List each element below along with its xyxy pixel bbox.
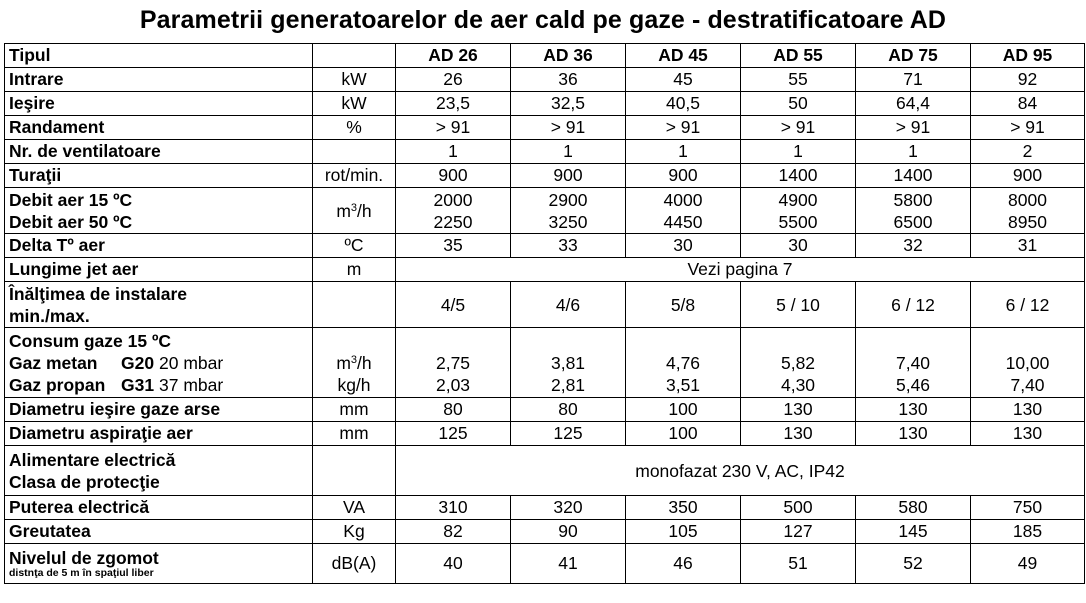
alimentare-label: Alimentare electrică [9, 449, 176, 470]
row-inaltime [5, 282, 1085, 328]
param-unit: dB(A) [313, 544, 396, 584]
value-cell: 145 [856, 520, 971, 544]
model-header: AD 55 [741, 44, 856, 68]
value-cell: 900 [396, 164, 511, 188]
row-randament [5, 116, 1085, 140]
consum-label: Consum gaze 15 ºC [9, 330, 171, 351]
value-cell: > 91 [971, 116, 1085, 140]
value-cell: 310 [396, 496, 511, 520]
param-unit: kW [313, 68, 396, 92]
param-unit [313, 282, 396, 328]
value-cell: 130 [741, 398, 856, 422]
value-cell: > 91 [626, 116, 741, 140]
param-unit: mm [313, 422, 396, 446]
param-label [5, 446, 313, 496]
value-cell: 125 [396, 422, 511, 446]
value-cell: 130 [856, 422, 971, 446]
row-diametru-aspiratie [5, 422, 1085, 446]
param-unit [313, 446, 396, 496]
value-cell: 49 [971, 544, 1085, 584]
model-header: AD 26 [396, 44, 511, 68]
value-cell: 130 [856, 398, 971, 422]
value-cell: 46 [626, 544, 741, 584]
value-cell: 35 [396, 234, 511, 258]
value-cell: 1 [856, 140, 971, 164]
value-cell: 2,75 2,03 [396, 328, 511, 398]
value-cell: 4900 5500 [741, 188, 856, 234]
value-cell: 52 [856, 544, 971, 584]
value-cell: 1 [511, 140, 626, 164]
value-cell: 32 [856, 234, 971, 258]
param-label: Puterea electrică [5, 496, 313, 520]
value-cell: 84 [971, 92, 1085, 116]
merged-value-cell: Vezi pagina 7 [396, 258, 1085, 282]
value-cell: 125 [511, 422, 626, 446]
metan-label: Gaz metan G20 20 mbar [9, 352, 224, 373]
value-cell: 2 [971, 140, 1085, 164]
value-cell: 31 [971, 234, 1085, 258]
param-unit: % [313, 116, 396, 140]
value-cell: 55 [741, 68, 856, 92]
param-label [5, 188, 313, 234]
value-cell: 64,4 [856, 92, 971, 116]
row-greutate [5, 520, 1085, 544]
row-ventilatoare [5, 140, 1085, 164]
value-cell: 10,00 7,40 [971, 328, 1085, 398]
param-label [5, 544, 313, 584]
zgomot-label: Nivelul de zgomot [9, 547, 159, 568]
value-cell: 40,5 [626, 92, 741, 116]
zgomot-note: distnţa de 5 m în spaţiul liber [9, 566, 154, 579]
parameters-table [4, 43, 1085, 584]
value-cell: 130 [741, 422, 856, 446]
value-cell: 80 [396, 398, 511, 422]
value-cell: 26 [396, 68, 511, 92]
unit-base: m [336, 200, 351, 221]
row-intrare [5, 68, 1085, 92]
param-unit [313, 188, 396, 234]
value-cell: 127 [741, 520, 856, 544]
value-cell: 30 [626, 234, 741, 258]
inaltime-label-line2: min./max. [9, 305, 90, 326]
value-cell: 30 [741, 234, 856, 258]
value-cell: 4/6 [511, 282, 626, 328]
value-cell: 8000 8950 [971, 188, 1085, 234]
value-cell: 6 / 12 [971, 282, 1085, 328]
value-cell: 36 [511, 68, 626, 92]
value-cell: 4,76 3,51 [626, 328, 741, 398]
value-cell: 105 [626, 520, 741, 544]
param-label: Diametru ieşire gaze arse [5, 398, 313, 422]
value-cell: 2900 3250 [511, 188, 626, 234]
param-unit: mm [313, 398, 396, 422]
propan-label: Gaz propan G31 37 mbar [9, 374, 224, 395]
value-cell: 90 [511, 520, 626, 544]
row-iesire [5, 92, 1085, 116]
value-cell: 5 / 10 [741, 282, 856, 328]
row-putere [5, 496, 1085, 520]
value-cell: 580 [856, 496, 971, 520]
merged-value-cell: monofazat 230 V, AC, IP42 [396, 446, 1085, 496]
param-unit [313, 140, 396, 164]
value-cell: 23,5 [396, 92, 511, 116]
param-unit: rot/min. [313, 164, 396, 188]
model-header: AD 45 [626, 44, 741, 68]
value-cell: 350 [626, 496, 741, 520]
model-header: AD 95 [971, 44, 1085, 68]
param-unit: ºC [313, 234, 396, 258]
value-cell: 3,81 2,81 [511, 328, 626, 398]
row-turatii [5, 164, 1085, 188]
value-cell: 92 [971, 68, 1085, 92]
value-cell: 320 [511, 496, 626, 520]
row-consum [5, 328, 1085, 398]
value-cell: 1400 [741, 164, 856, 188]
value-cell: 50 [741, 92, 856, 116]
value-cell: 5,82 4,30 [741, 328, 856, 398]
param-unit: kW [313, 92, 396, 116]
value-cell: 41 [511, 544, 626, 584]
value-cell: > 91 [396, 116, 511, 140]
value-cell: 750 [971, 496, 1085, 520]
value-cell: 6 / 12 [856, 282, 971, 328]
value-cell: 1 [741, 140, 856, 164]
param-label: Intrare [5, 68, 313, 92]
param-label [5, 282, 313, 328]
row-jet [5, 258, 1085, 282]
value-cell: 45 [626, 68, 741, 92]
value-cell: 1 [626, 140, 741, 164]
value-cell: 2000 2250 [396, 188, 511, 234]
value-cell: 7,40 5,46 [856, 328, 971, 398]
value-cell: > 91 [856, 116, 971, 140]
row-delta [5, 234, 1085, 258]
param-label: Greutatea [5, 520, 313, 544]
value-cell: 71 [856, 68, 971, 92]
value-cell: 82 [396, 520, 511, 544]
value-cell: 32,5 [511, 92, 626, 116]
inaltime-label-line1: Înălţimea de instalare [9, 283, 187, 304]
model-header: AD 36 [511, 44, 626, 68]
clasa-protectie-label: Clasa de protecţie [9, 471, 160, 492]
debit-50-label: Debit aer 50 ºC [9, 211, 133, 232]
param-label: Lungime jet aer [5, 258, 313, 282]
value-cell: 130 [971, 398, 1085, 422]
header-row [5, 44, 1085, 68]
value-cell: 900 [626, 164, 741, 188]
value-cell: > 91 [511, 116, 626, 140]
value-cell: 900 [971, 164, 1085, 188]
value-cell: 500 [741, 496, 856, 520]
value-cell: 5800 6500 [856, 188, 971, 234]
row-alimentare [5, 446, 1085, 496]
value-cell: 900 [511, 164, 626, 188]
unit-exponent: 3 [350, 201, 358, 214]
debit-15-label: Debit aer 15 ºC [9, 189, 133, 210]
value-cell: > 91 [741, 116, 856, 140]
value-cell: 4000 4450 [626, 188, 741, 234]
row-zgomot [5, 544, 1085, 584]
unit-tail: /h [357, 200, 372, 221]
param-label: Randament [5, 116, 313, 140]
value-cell: 100 [626, 398, 741, 422]
param-label: Diametru aspiraţie aer [5, 422, 313, 446]
row-debit [5, 188, 1085, 234]
param-label [5, 328, 313, 398]
header-unit-cell [313, 44, 396, 68]
value-cell: 130 [971, 422, 1085, 446]
param-unit: m [313, 258, 396, 282]
value-cell: 1 [396, 140, 511, 164]
row-diametru-iesire [5, 398, 1085, 422]
value-cell: 40 [396, 544, 511, 584]
value-cell: 5/8 [626, 282, 741, 328]
page-title: Parametrii generatoarelor de aer cald pe gaze - destratificatoare AD [139, 6, 947, 34]
param-unit: $m^3/h$ kg/h [313, 328, 396, 398]
value-cell: 80 [511, 398, 626, 422]
param-label: Nr. de ventilatoare [5, 140, 313, 164]
value-cell: 51 [741, 544, 856, 584]
param-label: Turaţii [5, 164, 313, 188]
model-header: AD 75 [856, 44, 971, 68]
value-cell: 33 [511, 234, 626, 258]
param-unit: Kg [313, 520, 396, 544]
param-unit: VA [313, 496, 396, 520]
header-label: Tipul [5, 44, 313, 68]
value-cell: 185 [971, 520, 1085, 544]
value-cell: 1400 [856, 164, 971, 188]
param-label: Delta Tº aer [5, 234, 313, 258]
value-cell: 100 [626, 422, 741, 446]
value-cell: 4/5 [396, 282, 511, 328]
param-label: Ieşire [5, 92, 313, 116]
